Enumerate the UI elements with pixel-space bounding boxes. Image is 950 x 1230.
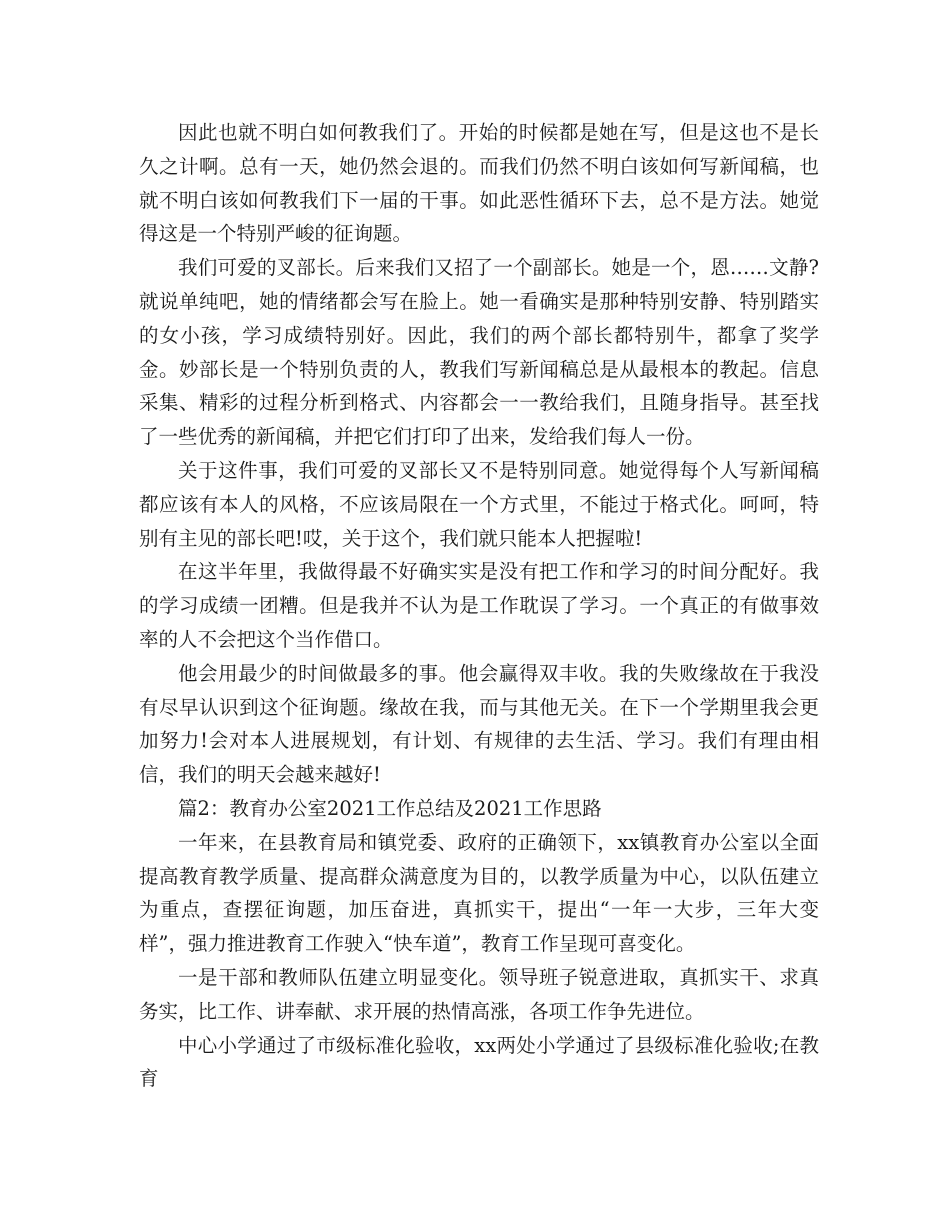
paragraph: 我们可爱的叉部长。后来我们又招了一个副部长。她是一个，恩……文静?就说单纯吧，她的情绪都会写在脸上。她一看确实是那种特别安静、特别踏实的女小孩，学习成绩特别好。因此，我们的两个部长都特别牛，都拿了奖学金。妙部长是一个特别负责的人，教我们写新闻稿总是从最根本的教起。信息采集、精彩的过程分析到格式、内容都会一一教给我们，且随身指导。甚至找了一些优秀的新闻稿，并把它们打印了出来，发给我们每人一份。 [139, 256, 819, 449]
paragraph: 他会用最少的时间做最多的事。他会赢得双丰收。我的失败缘故在于我没有尽早认识到这个征询题。缘故在我，而与其他无关。在下一个学期里我会更加努力!会对本人进展规划，有计划、有规律的去生活、学习。我们有理由相信，我们的明天会越来越好! [139, 661, 819, 787]
paragraph: 在这半年里，我做得最不好确实实是没有把工作和学习的时间分配好。我的学习成绩一团糟。但是我并不认为是工作耽误了学习。一个真正的有做事效率的人不会把这个当作借口。 [139, 560, 819, 651]
section-heading: 篇2：教育办公室2021工作总结及2021工作思路 [178, 796, 602, 820]
paragraph: 一年来，在县教育局和镇党委、政府的正确领下，xx镇教育办公室以全面提高教育教学质量、提高群众满意度为目的，以教学质量为中心，以队伍建立为重点，查摆征询题，加压奋进，真抓实干，提出“一年一大步，三年大变样”，强力推进教育工作驶入“快车道”，教育工作呈现可喜变化。 [139, 830, 819, 956]
paragraph: 因此也就不明白如何教我们了。开始的时候都是她在写，但是这也不是长久之计啊。总有一天，她仍然会退的。而我们仍然不明白该如何写新闻稿，也就不明白该如何教我们下一届的干事。如此恶性循环下去，总不是方法。她觉得这是一个特别严峻的征询题。 [139, 121, 819, 246]
document-body [139, 116, 819, 1096]
paragraph: 关于这件事，我们可爱的叉部长又不是特别同意。她觉得每个人写新闻稿都应该有本人的风格，不应该局限在一个方式里，不能过于格式化。呵呵，特别有主见的部长吧!哎，关于这个，我们就只能本人把握啦! [139, 458, 819, 550]
paragraph: 一是干部和教师队伍建立明显变化。领导班子锐意进取，真抓实干、求真务实，比工作、讲奉献、求开展的热情高涨，各项工作争先进位。 [139, 965, 819, 1023]
paragraph: 中心小学通过了市级标准化验收，xx两处小学通过了县级标准化验收;在教育 [139, 1033, 819, 1091]
